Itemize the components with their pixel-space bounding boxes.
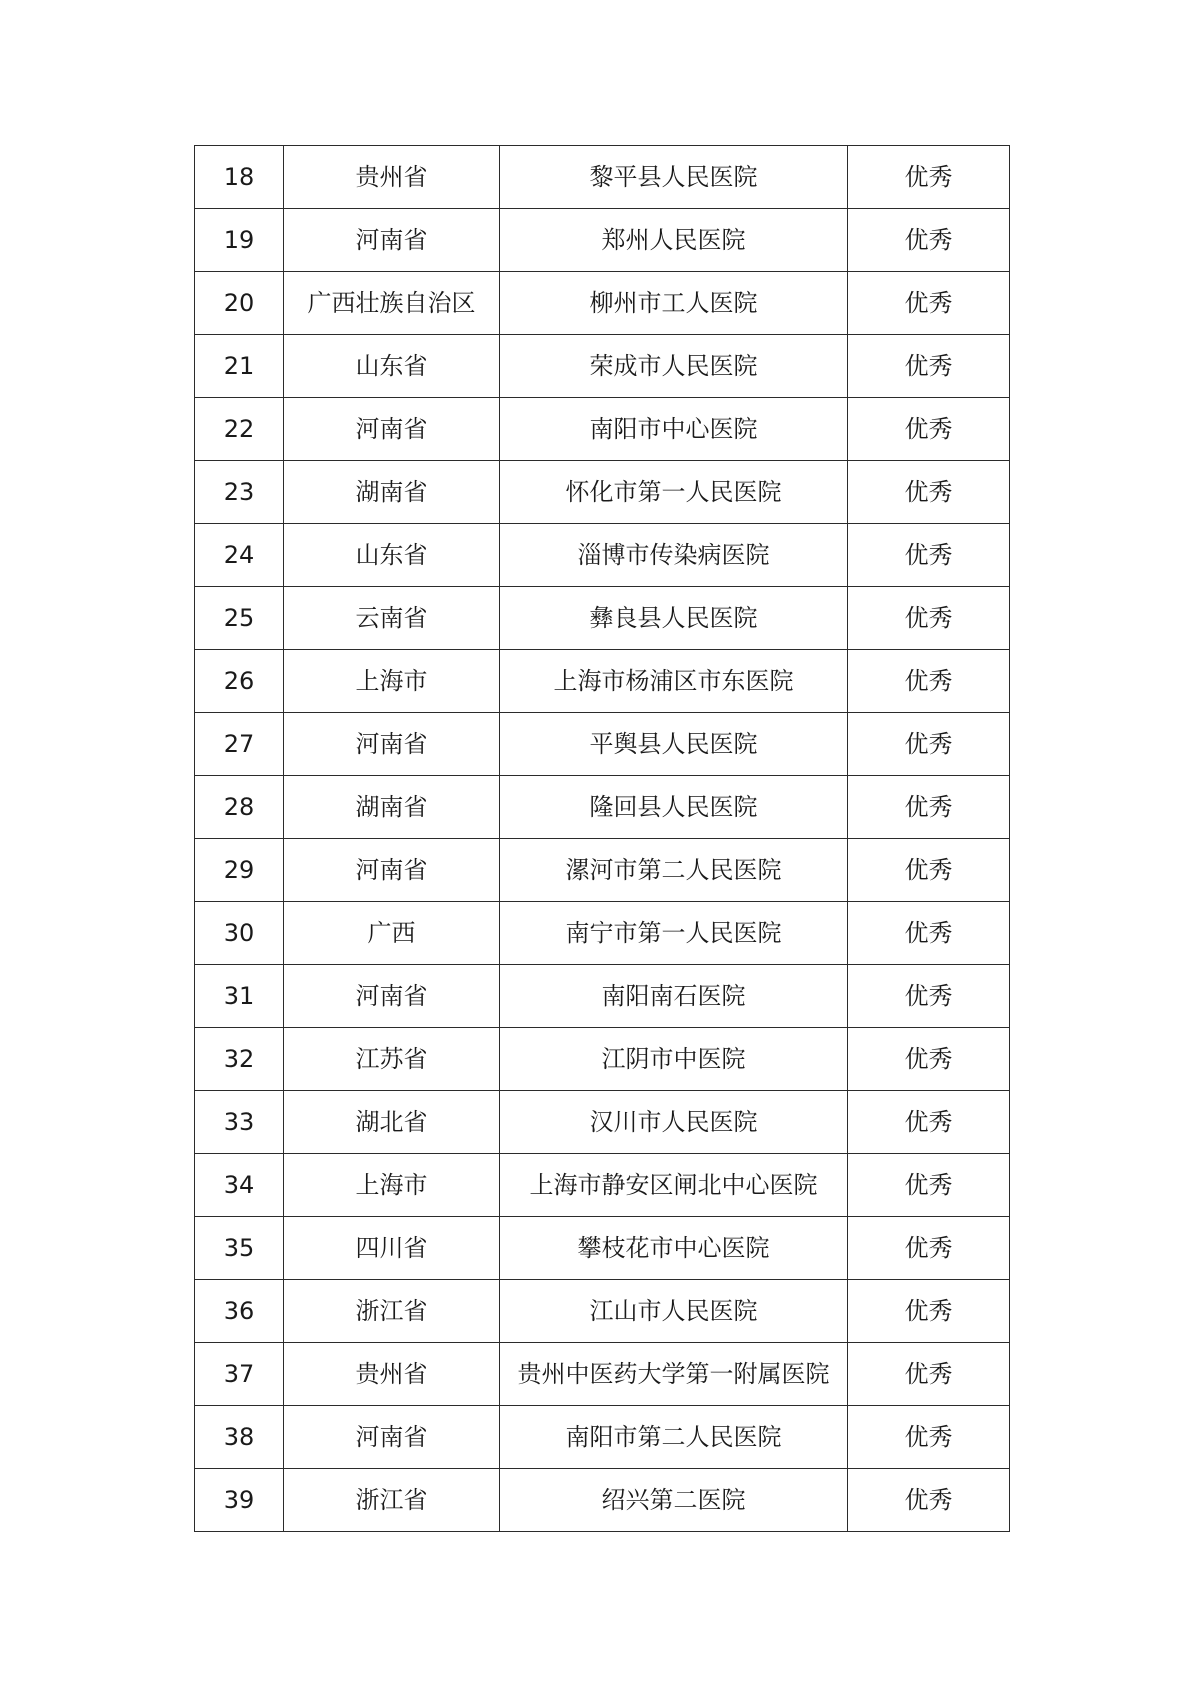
table-row	[195, 776, 1010, 839]
table-row	[195, 146, 1010, 209]
table-row	[195, 209, 1010, 272]
hospital-cell: 隆回县人民医院	[500, 776, 848, 839]
table-row	[195, 461, 1010, 524]
table-row	[195, 1280, 1010, 1343]
table-row	[195, 587, 1010, 650]
table-row	[195, 1406, 1010, 1469]
hospital-cell: 汉川市人民医院	[500, 1091, 848, 1154]
grade-cell: 优秀	[848, 1217, 1010, 1280]
row-number: 35	[195, 1217, 284, 1280]
table-row	[195, 902, 1010, 965]
hospital-cell: 上海市杨浦区市东医院	[500, 650, 848, 713]
province-cell: 贵州省	[284, 1343, 500, 1406]
hospital-cell: 荣成市人民医院	[500, 335, 848, 398]
table-row	[195, 335, 1010, 398]
grade-cell: 优秀	[848, 1280, 1010, 1343]
hospital-cell: 彝良县人民医院	[500, 587, 848, 650]
table-row	[195, 650, 1010, 713]
province-cell: 河南省	[284, 965, 500, 1028]
row-number: 32	[195, 1028, 284, 1091]
grade-cell: 优秀	[848, 146, 1010, 209]
table-row	[195, 1091, 1010, 1154]
grade-cell: 优秀	[848, 650, 1010, 713]
province-cell: 云南省	[284, 587, 500, 650]
table-row	[195, 965, 1010, 1028]
province-cell: 浙江省	[284, 1280, 500, 1343]
table-row	[195, 398, 1010, 461]
row-number: 34	[195, 1154, 284, 1217]
province-cell: 贵州省	[284, 146, 500, 209]
grade-cell: 优秀	[848, 587, 1010, 650]
province-cell: 湖南省	[284, 461, 500, 524]
table-row	[195, 1343, 1010, 1406]
grade-cell: 优秀	[848, 1154, 1010, 1217]
hospital-cell: 南阳市中心医院	[500, 398, 848, 461]
row-number: 18	[195, 146, 284, 209]
hospital-evaluation-table	[194, 145, 1010, 1532]
province-cell: 河南省	[284, 398, 500, 461]
row-number: 24	[195, 524, 284, 587]
hospital-cell: 郑州人民医院	[500, 209, 848, 272]
hospital-cell: 江阴市中医院	[500, 1028, 848, 1091]
row-number: 23	[195, 461, 284, 524]
province-cell: 上海市	[284, 650, 500, 713]
grade-cell: 优秀	[848, 461, 1010, 524]
row-number: 33	[195, 1091, 284, 1154]
grade-cell: 优秀	[848, 209, 1010, 272]
table-row	[195, 272, 1010, 335]
table-body	[195, 146, 1010, 1532]
province-cell: 山东省	[284, 335, 500, 398]
grade-cell: 优秀	[848, 272, 1010, 335]
hospital-cell: 贵州中医药大学第一附属医院	[500, 1343, 848, 1406]
grade-cell: 优秀	[848, 1406, 1010, 1469]
row-number: 38	[195, 1406, 284, 1469]
province-cell: 上海市	[284, 1154, 500, 1217]
hospital-cell: 淄博市传染病医院	[500, 524, 848, 587]
hospital-cell: 南阳市第二人民医院	[500, 1406, 848, 1469]
hospital-cell: 平舆县人民医院	[500, 713, 848, 776]
row-number: 29	[195, 839, 284, 902]
row-number: 22	[195, 398, 284, 461]
row-number: 21	[195, 335, 284, 398]
province-cell: 江苏省	[284, 1028, 500, 1091]
province-cell: 河南省	[284, 713, 500, 776]
grade-cell: 优秀	[848, 1028, 1010, 1091]
province-cell: 广西壮族自治区	[284, 272, 500, 335]
row-number: 27	[195, 713, 284, 776]
hospital-cell: 柳州市工人医院	[500, 272, 848, 335]
hospital-cell: 南宁市第一人民医院	[500, 902, 848, 965]
hospital-cell: 南阳南石医院	[500, 965, 848, 1028]
row-number: 19	[195, 209, 284, 272]
grade-cell: 优秀	[848, 335, 1010, 398]
row-number: 36	[195, 1280, 284, 1343]
grade-cell: 优秀	[848, 1091, 1010, 1154]
province-cell: 广西	[284, 902, 500, 965]
grade-cell: 优秀	[848, 1469, 1010, 1532]
province-cell: 浙江省	[284, 1469, 500, 1532]
grade-cell: 优秀	[848, 776, 1010, 839]
row-number: 28	[195, 776, 284, 839]
hospital-cell: 怀化市第一人民医院	[500, 461, 848, 524]
hospital-cell: 漯河市第二人民医院	[500, 839, 848, 902]
hospital-cell: 黎平县人民医院	[500, 146, 848, 209]
table-row	[195, 524, 1010, 587]
grade-cell: 优秀	[848, 398, 1010, 461]
row-number: 26	[195, 650, 284, 713]
table-row	[195, 713, 1010, 776]
province-cell: 河南省	[284, 1406, 500, 1469]
table-row	[195, 1217, 1010, 1280]
hospital-cell: 攀枝花市中心医院	[500, 1217, 848, 1280]
province-cell: 河南省	[284, 209, 500, 272]
table-row	[195, 1028, 1010, 1091]
table-row	[195, 1154, 1010, 1217]
grade-cell: 优秀	[848, 524, 1010, 587]
row-number: 20	[195, 272, 284, 335]
grade-cell: 优秀	[848, 713, 1010, 776]
grade-cell: 优秀	[848, 902, 1010, 965]
grade-cell: 优秀	[848, 965, 1010, 1028]
row-number: 37	[195, 1343, 284, 1406]
row-number: 31	[195, 965, 284, 1028]
hospital-cell: 上海市静安区闸北中心医院	[500, 1154, 848, 1217]
table-row	[195, 839, 1010, 902]
hospital-cell: 江山市人民医院	[500, 1280, 848, 1343]
row-number: 30	[195, 902, 284, 965]
row-number: 25	[195, 587, 284, 650]
province-cell: 山东省	[284, 524, 500, 587]
province-cell: 四川省	[284, 1217, 500, 1280]
table-row	[195, 1469, 1010, 1532]
hospital-cell: 绍兴第二医院	[500, 1469, 848, 1532]
province-cell: 湖南省	[284, 776, 500, 839]
row-number: 39	[195, 1469, 284, 1532]
grade-cell: 优秀	[848, 839, 1010, 902]
province-cell: 河南省	[284, 839, 500, 902]
province-cell: 湖北省	[284, 1091, 500, 1154]
grade-cell: 优秀	[848, 1343, 1010, 1406]
